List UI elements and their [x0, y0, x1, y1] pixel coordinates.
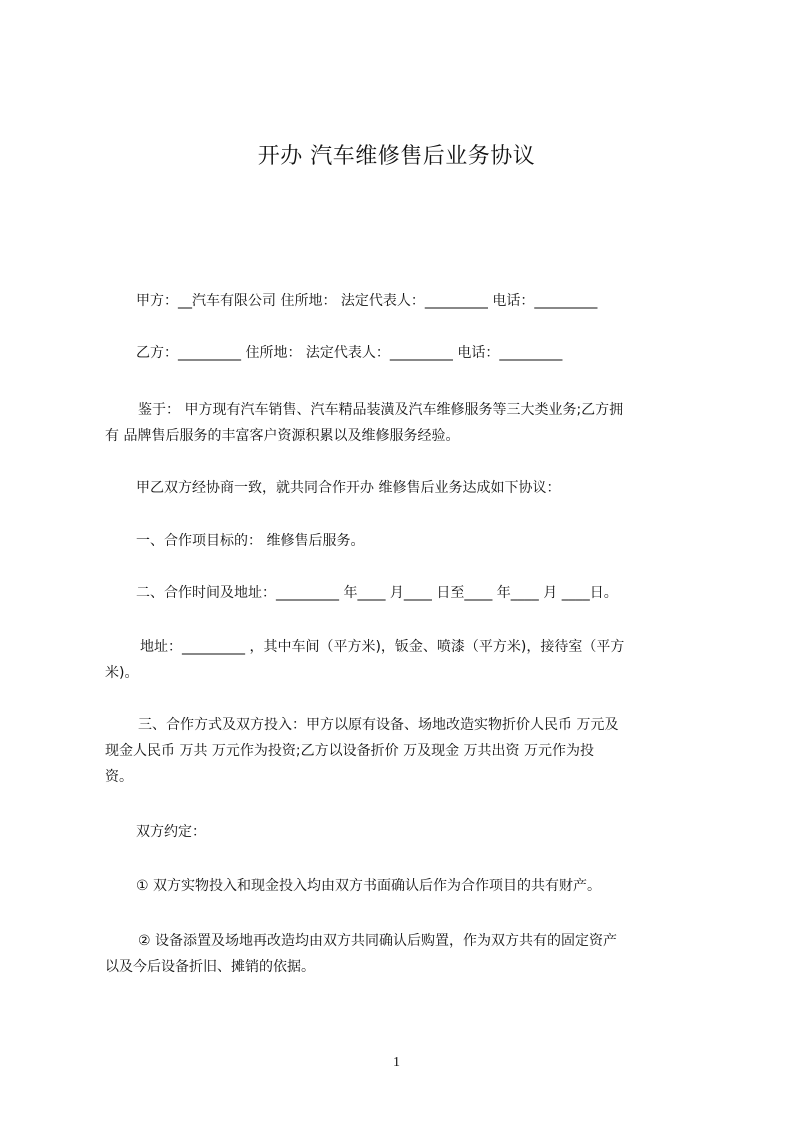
item-2-line-1: ② 设备添置及场地再改造均由双方共同确认后购置，作为双方共有的固定资产 [138, 933, 617, 949]
clause-3-paragraph [105, 712, 699, 790]
document-title: 开办 汽车维修售后业务协议 [257, 144, 536, 169]
address-line-1: 地址：_________ ，其中车间（平方米)，钣金、喷漆（平方米)，接待室（平方 [140, 639, 625, 655]
clause-2-text: 二、合作时间及地址：_________ 年____ 月____ 日至____ 年____ 月 ____日。 [136, 585, 618, 601]
item-2-line-2: 以及今后设备折旧、摊销的依据。 [105, 959, 315, 975]
clause-3-line-1: 三、合作方式及双方投入：甲方以原有设备、场地改造实物折价人民币 万元及 [138, 717, 619, 733]
clause-1 [105, 528, 730, 554]
clause-3-line-2: 现金人民币 万共 万元作为投资;乙方以设备折价 万及现金 万共出资 万元作为投 [105, 743, 594, 759]
agreement-intro-text: 甲乙双方经协商一致，就共同合作开办 维修售后业务达成如下协议： [136, 480, 561, 496]
recital-paragraph [105, 397, 699, 449]
address-paragraph [105, 634, 699, 686]
recital-line-2: 有 品牌售后服务的丰富客户资源积累以及维修服务经验。 [105, 428, 460, 444]
agreement-label [105, 819, 730, 845]
item-1 [105, 873, 730, 899]
item-2-paragraph [105, 928, 699, 980]
page-number: 1 [393, 1055, 400, 1070]
clause-2 [105, 580, 730, 606]
agreement-label-text: 双方约定： [136, 824, 206, 840]
party-b-line [105, 340, 730, 366]
agreement-intro [105, 475, 730, 501]
clause-1-text: 一、合作项目标的： 维修售后服务。 [136, 533, 365, 549]
party-a-line [105, 288, 730, 314]
address-line-2: 米)。 [105, 665, 139, 681]
clause-3-line-3: 资。 [105, 769, 133, 785]
recital-line-1: 鉴于： 甲方现有汽车销售、汽车精品装潢及汽车维修服务等三大类业务;乙方拥 [138, 402, 624, 418]
item-1-text: ① 双方实物投入和现金投入均由双方书面确认后作为合作项目的共有财产。 [136, 878, 601, 894]
party-a-text: 甲方：__汽车有限公司 住所地： 法定代表人：_________ 电话：_________ [136, 293, 598, 309]
party-b-text: 乙方：_________ 住所地： 法定代表人：_________ 电话：_________ [136, 345, 563, 361]
